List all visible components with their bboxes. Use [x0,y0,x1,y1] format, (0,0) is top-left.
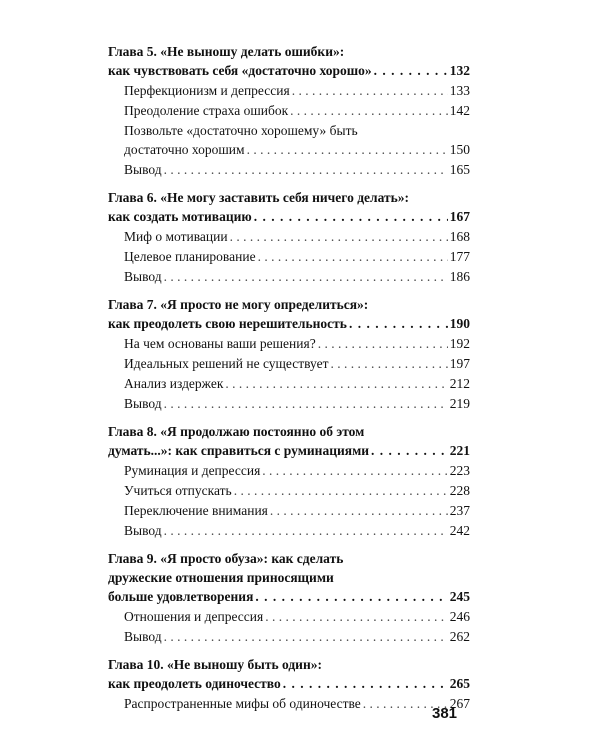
entry-title: Миф о мотивации [124,229,228,244]
chapter-10 [108,655,470,713]
entry-title: Целевое планирование [124,249,256,264]
chapter-title-line: Глава 5. «Не выношу делать ошибки»: [108,44,345,59]
leader-dots [331,354,448,373]
page-number: 381 [432,705,458,722]
chapter-title-line: Глава 8. «Я продолжаю постоянно об этом [108,424,365,439]
toc-entry [108,267,470,286]
entry-page: 142 [449,103,470,118]
leader-dots [349,314,448,333]
leader-dots [290,101,448,120]
toc-entry [108,227,470,246]
entry-title: Вывод [124,396,162,411]
leader-dots [247,140,448,159]
toc-entry [108,481,470,500]
entry-title: На чем основаны ваши решения? [124,336,316,351]
leader-dots [371,441,448,460]
chapter-title-last: думать...»: как справиться с руминациями [108,443,370,458]
entry-page: 150 [449,142,470,157]
leader-dots [225,374,447,393]
chapter-5 [108,42,470,179]
chapter-title-line: Глава 7. «Я просто не могу определиться»: [108,297,369,312]
leader-dots [164,394,448,413]
leader-dots [254,207,448,226]
entry-page: 197 [449,356,470,371]
entry-page: 223 [449,463,470,478]
chapter-title-last: как чувствовать себя «достаточно хорошо» [108,63,372,78]
chapter-page: 221 [449,443,470,458]
toc-entry [108,627,470,646]
chapter-title-line: Глава 10. «Не выношу быть один»: [108,657,322,672]
chapter-title-last: больше удовлетворения [108,589,254,604]
leader-dots [283,674,448,693]
entry-title: Идеальных решений не существует [124,356,329,371]
leader-dots [270,501,448,520]
toc-entry [108,521,470,540]
chapter-page: 132 [449,63,470,78]
leader-dots [230,227,448,246]
toc-entry [108,334,470,353]
entry-title-first: Позвольте «достаточно хорошему» быть [124,123,358,138]
chapter-title-row [108,314,470,333]
entry-page: 262 [449,629,470,644]
leader-dots [164,160,448,179]
entry-page: 165 [449,162,470,177]
chapter-page: 190 [449,316,470,331]
entry-page: 228 [449,483,470,498]
leader-dots [164,521,448,540]
chapter-title-line: Глава 6. «Не могу заставить себя ничего делать»: [108,190,410,205]
entry-title: Распространенные мифы об одиночестве [124,696,361,711]
chapter-title-row [108,587,470,606]
chapter-title-line: дружеские отношения приносящими [108,570,334,585]
chapter-page: 245 [449,589,470,604]
chapter-page: 265 [449,676,470,691]
entry-page: 192 [449,336,470,351]
toc-entry [108,607,470,626]
entry-title: Вывод [124,629,162,644]
chapter-9 [108,549,470,646]
toc-entry [108,247,470,266]
entry-page: 133 [449,83,470,98]
chapter-title-last: как преодолеть свою нерешительность [108,316,347,331]
entry-title: Учиться отпускать [124,483,232,498]
leader-dots [265,607,448,626]
leader-dots [164,267,448,286]
toc-entry [108,160,470,179]
toc-entry [108,101,470,120]
entry-page: 242 [449,523,470,538]
leader-dots [234,481,448,500]
leader-dots [255,587,447,606]
toc-entry [108,394,470,413]
entry-page: 219 [449,396,470,411]
toc-entry [108,461,470,480]
leader-dots [318,334,448,353]
entry-title: Анализ издержек [124,376,224,391]
chapter-title-last: как преодолеть одиночество [108,676,281,691]
entry-title: Отношения и депрессия [124,609,264,624]
toc-entry [108,501,470,520]
chapter-7 [108,295,470,413]
leader-dots [374,61,448,80]
toc-entry [108,374,470,393]
chapter-title-line: Глава 9. «Я просто обуза»: как сделать [108,551,344,566]
entry-page: 246 [449,609,470,624]
leader-dots [292,81,448,100]
entry-page: 186 [449,269,470,284]
entry-page: 212 [449,376,470,391]
leader-dots [258,247,448,266]
entry-page: 237 [449,503,470,518]
entry-title: Вывод [124,523,162,538]
chapter-6 [108,188,470,286]
toc-entry [108,354,470,373]
chapter-title-last: как создать мотивацию [108,209,252,224]
entry-page: 267 [449,696,470,711]
chapter-title-row [108,207,470,226]
entry-page: 168 [449,229,470,244]
entry-title: Перфекционизм и депрессия [124,83,290,98]
toc-entry [108,694,470,713]
entry-title: Переключение внимания [124,503,268,518]
entry-title: Руминация и депрессия [124,463,261,478]
chapter-page: 167 [449,209,470,224]
chapter-title-row [108,674,470,693]
toc-entry [108,81,470,100]
entry-title: Преодоление страха ошибок [124,103,289,118]
table-of-contents [108,42,470,722]
entry-page: 177 [449,249,470,264]
entry-title: Вывод [124,269,162,284]
chapter-title-row [108,441,470,460]
toc-entry [108,121,470,159]
leader-dots [262,461,447,480]
chapter-8 [108,422,470,540]
chapter-title-row [108,61,470,80]
entry-title: Вывод [124,162,162,177]
leader-dots [164,627,448,646]
entry-title: достаточно хорошим [124,142,245,157]
